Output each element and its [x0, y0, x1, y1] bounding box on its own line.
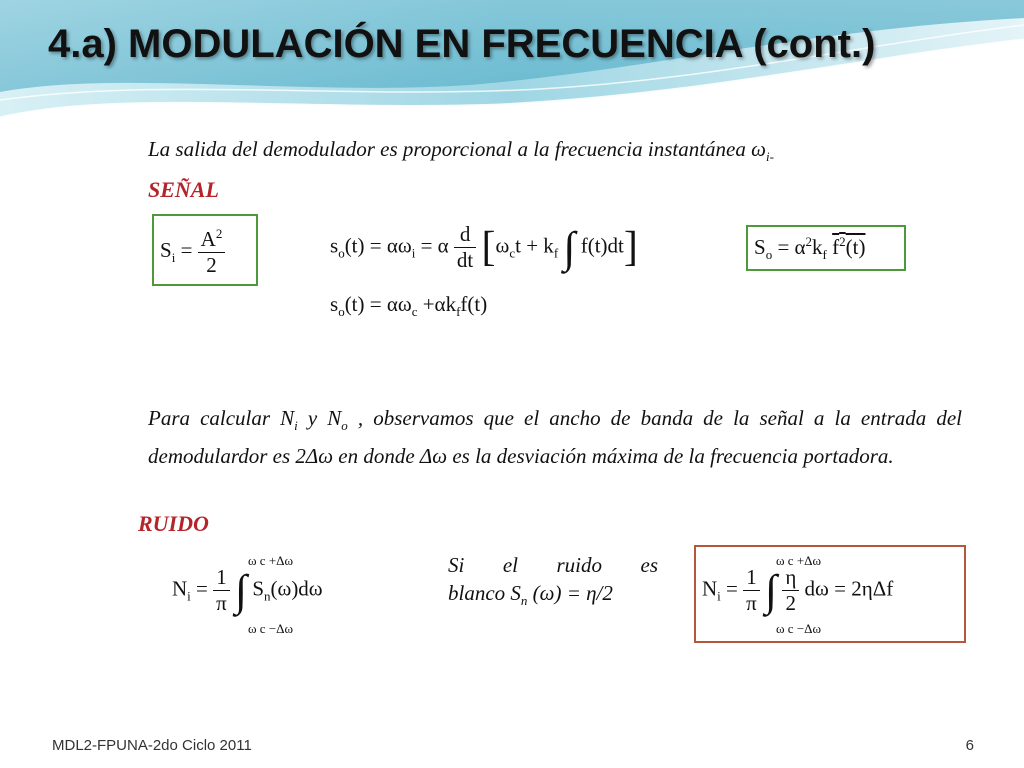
ne2-lower-limit: ω c −Δω: [776, 621, 822, 636]
derivative-den: dt: [456, 248, 474, 273]
noise-heading: RUIDO: [138, 511, 209, 536]
eq2-tail2: f(t): [460, 292, 488, 316]
para-part-2: y N: [297, 406, 342, 430]
eq2-rest: (t) = αω: [344, 292, 412, 316]
demod-equation-2: [330, 292, 487, 320]
ne1-tail: (ω)dω: [270, 576, 323, 601]
para-sub-2: o: [341, 418, 348, 434]
para-sub-1: i: [294, 418, 298, 434]
para-part-3: , observamos que el ancho de banda de la señal a la entrada del demodulardor es 2Δω en donde Δω es la desviación máxima de la frecuencia portadora.: [148, 406, 962, 469]
so2-sub: o: [338, 304, 345, 320]
ne1-upper-limit: ω c +Δω: [248, 553, 294, 568]
slide-title: 4.a) MODULACIÓN EN FRECUENCIA (cont.): [48, 22, 876, 66]
note-line-2: [448, 579, 658, 615]
ne1-sn: S: [252, 576, 264, 601]
ne1-body: [172, 565, 323, 616]
so-sub: o: [338, 245, 345, 261]
ne1-num: 1: [213, 565, 230, 591]
intro-text-sub: i-: [765, 149, 774, 165]
signal-power-box: [152, 214, 258, 286]
ne1-eq: =: [196, 576, 208, 601]
si-sub: i: [171, 250, 176, 266]
note-line-1: Si el ruido es: [448, 553, 658, 577]
ne2-tail: dω = 2ηΔf: [804, 576, 894, 601]
op-k-sub: f: [822, 247, 827, 263]
op-f-sup: 2: [839, 234, 846, 249]
inner-omega: ω: [495, 233, 510, 258]
demod-equation-1: [330, 222, 638, 273]
footer-course: MDL2-FPUNA-2do Ciclo 2011: [52, 737, 252, 754]
intro-text-main: La salida del demodulador es proporcional a la frecuencia instantánea ω: [148, 137, 766, 161]
intro-text: [148, 137, 774, 165]
ne1-sn-sub: n: [264, 588, 271, 604]
si-symbol: S: [160, 238, 172, 262]
output-power-box: [746, 225, 906, 271]
op-eq-alpha: = α: [777, 235, 806, 259]
ne1-integral-sign: ∫: [235, 565, 248, 615]
eq2-rest-sub: c: [411, 304, 418, 320]
note-line-2b: (ω) = η/2: [527, 581, 613, 605]
note-line-2a: blanco S: [448, 581, 521, 605]
ne2-integral-sign: ∫: [765, 565, 778, 615]
eq1-mid2: = α: [420, 233, 449, 258]
ne1-n-sub: i: [187, 588, 191, 604]
ne2-two: 2: [785, 591, 797, 616]
so-power-symbol: S: [754, 235, 766, 259]
ne2-eq: =: [726, 576, 738, 601]
ne2-eta: η: [782, 565, 799, 591]
inner-omega-sub: c: [509, 245, 516, 261]
op-f: f: [832, 235, 840, 259]
op-k: k: [812, 235, 823, 259]
ne2-num: 1: [743, 565, 760, 591]
eq2-tail: +αk: [422, 292, 457, 316]
ne2-n-sub: i: [717, 588, 721, 604]
ne2-n: N: [702, 576, 718, 601]
ne2-upper-limit: ω c +Δω: [776, 553, 822, 568]
ne2-den: π: [746, 591, 757, 616]
para-part-1: Para calcular N: [148, 406, 295, 430]
eq1-mid: = αω: [369, 233, 412, 258]
slide-number: 6: [965, 737, 974, 754]
so-arg: (t): [344, 233, 365, 258]
ne1-lower-limit: ω c −Δω: [248, 621, 294, 636]
si-fraction: [198, 226, 226, 278]
signal-heading: SEÑAL: [148, 177, 219, 202]
derivative-num: d: [454, 222, 476, 248]
bandwidth-paragraph: [148, 403, 962, 472]
eq1-mid-sub: i: [411, 245, 416, 261]
inner-term-sub: f: [553, 245, 559, 261]
right-bracket: ]: [623, 224, 638, 271]
noise-result-box: [694, 545, 966, 643]
si-num-sup: 2: [215, 226, 223, 241]
si-numerator: [198, 226, 226, 253]
derivative-fraction: [454, 222, 476, 273]
inner-term: t + k: [515, 233, 554, 258]
ne2-body: [702, 565, 893, 616]
white-noise-note: [448, 551, 658, 615]
si-equals: =: [180, 238, 193, 262]
ne1-den: π: [216, 591, 227, 616]
left-bracket: [: [481, 224, 496, 271]
so-power-sub: o: [765, 247, 773, 263]
so-symbol: s: [330, 233, 339, 258]
ne1-fraction: [213, 565, 230, 616]
op-alpha-sup: 2: [805, 234, 813, 249]
eq2-tail-sub: f: [456, 304, 461, 320]
note-line-2-sub: n: [520, 593, 528, 609]
si-num-a: A: [200, 227, 216, 251]
ne2-eta-fraction: [782, 565, 799, 616]
ne2-fraction: [743, 565, 760, 616]
op-mean-square: [832, 235, 865, 259]
op-arg: (t): [845, 235, 866, 259]
integrand: f(t)dt: [580, 233, 624, 258]
so2-symbol: s: [330, 292, 339, 316]
signal-power-equation: [160, 226, 225, 278]
integral-sign: ∫: [563, 222, 576, 272]
si-denominator: 2: [206, 253, 217, 278]
ne1-n: N: [172, 576, 188, 601]
output-power-equation: [754, 234, 865, 263]
